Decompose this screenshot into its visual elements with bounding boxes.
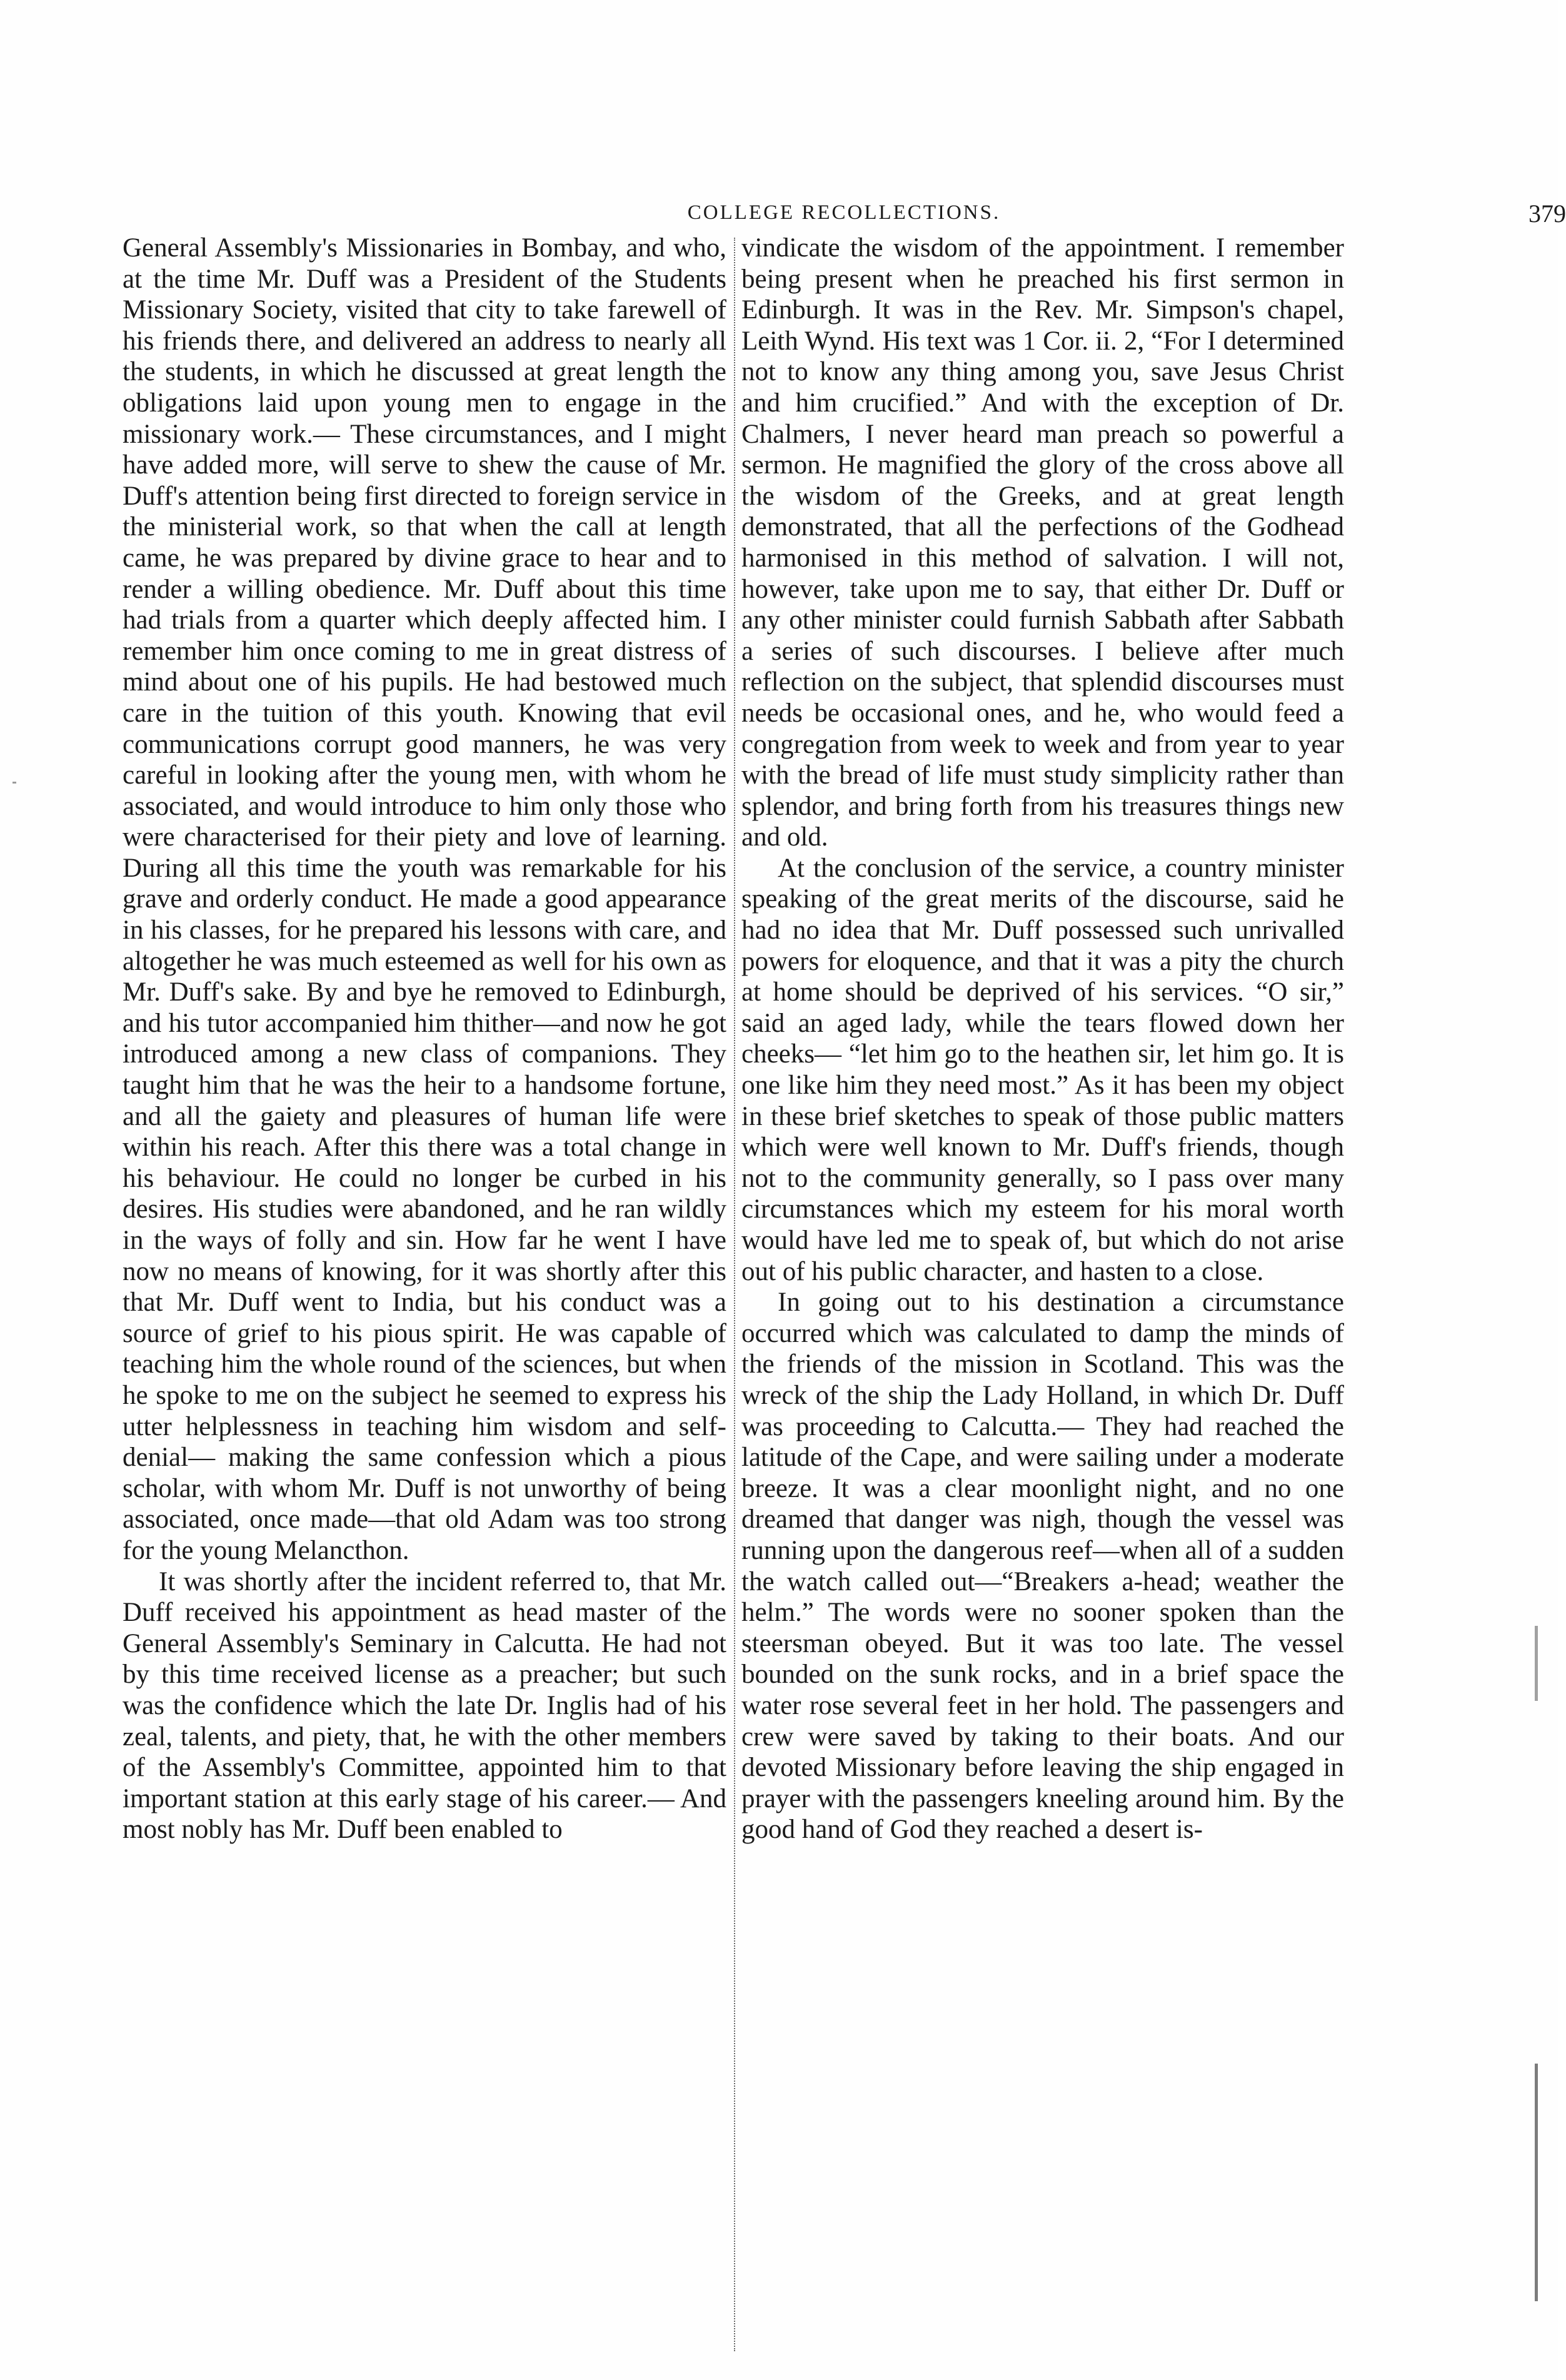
running-head (122, 199, 1566, 230)
right-paragraph-1: vindicate the wisdom of the appointment. I remember being present when he preached his first sermon in Edinburgh. It was in the Rev. Mr. Simpson's chapel, Leith Wynd. His text was 1 Cor. ii. 2, “For I determined not to know any thing among you, save Jesus Christ and him crucified.” And with the exception of Dr. Chalmers, I never heard man preach so powerful a sermon. He magnified the glory of the cross above all the wisdom of the Greeks, and at great length demonstrated, that all the perfections of the Godhead harmonised in this method of salvation. I will not, however, take upon me to say, that either Dr. Duff or any other minister could furnish Sabbath after Sabbath a series of such discourses. I believe after much reflection on the subject, that splendid discourses must needs be occasional ones, and he, who would feed a congregation from week to week and from year to year with the bread of life must study simplicity rather than splendor, and bring forth from his treasures things new and old. (741, 233, 1344, 852)
left-paragraph-2: It was shortly after the incident referred to, that Mr. Duff received his appointment as head master of the General Assembly's Seminary in Calcutta. He had not by this time received license as a preacher; but such was the confidence which the late Dr. Inglis had of his zeal, talents, and piety, that, he with the other members of the Assembly's Committee, appointed him to that important station at this early stage of his career.— And most nobly has Mr. Duff been enabled to (123, 1566, 726, 1845)
column-divider (734, 238, 735, 2351)
scan-edge-mark (1535, 1626, 1538, 1701)
running-title: COLLEGE RECOLLECTIONS. (687, 201, 1001, 224)
right-paragraph-2: At the conclusion of the service, a country minister speaking of the great merits of the discourse, said he had no idea that Mr. Duff possessed such unrivalled powers for eloquence, and that it was a pity the church at home should be deprived of his services. “O sir,” said an aged lady, while the tears flowed down her cheeks— “let him go to the heathen sir, let him go. It is one like him they need most.” As it has been my object in these brief sketches to speak of those public matters which were well known to Mr. Duff's friends, though not to the community generally, so I pass over many circumstances which my esteem for his moral worth would have led me to speak of, but which do not arise out of his public character, and hasten to a close. (741, 853, 1344, 1286)
right-column (741, 233, 1344, 2371)
scan-speck (13, 782, 16, 784)
left-column (123, 233, 726, 2371)
scan-edge-mark (1535, 2064, 1538, 2301)
page-number: 379 (1528, 199, 1566, 228)
right-paragraph-3: In going out to his destination a circumstance occurred which was calculated to damp the minds of the friends of the mission in Scotland. This was the wreck of the ship the Lady Holland, in which Dr. Duff was proceeding to Calcutta.— They had reached the latitude of the Cape, and were sailing under a moderate breeze. It was a clear moonlight night, and no one dreamed that danger was nigh, though the vessel was running upon the dangerous reef—when all of a sudden the watch called out—“Breakers a-head; weather the helm.” The words were no sooner spoken than the steersman obeyed. But it was too late. The vessel bounded on the sunk rocks, and in a brief space the water rose several feet in her hold. The passengers and crew were saved by taking to their boats. And our devoted Missionary before leaving the ship engaged in prayer with the passengers kneeling around him. By the good hand of God they reached a desert is- (741, 1288, 1344, 1845)
left-paragraph-1: General Assembly's Missionaries in Bombay, and who, at the time Mr. Duff was a President of the Students Missionary Society, visited that city to take farewell of his friends there, and delivered an address to nearly all the students, in which he discussed at great length the obligations laid upon young men to engage in the missionary work.— These circumstances, and I might have added more, will serve to shew the cause of Mr. Duff's attention being first directed to foreign service in the ministerial work, so that when the call at length came, he was prepared by divine grace to hear and to render a willing obedience. Mr. Duff about this time had trials from a quarter which deeply affected him. I remember him once coming to me in great distress of mind about one of his pupils. He had bestowed much care in the tuition of this youth. Knowing that evil communications corrupt good manners, he was very careful in looking after the young men, with whom he associated, and would introduce to him only those who were characterised for their piety and love of learning. During all this time the youth was remarkable for his grave and orderly conduct. He made a good appearance in his classes, for he prepared his lessons with care, and altogether he was much esteemed as well for his own as Mr. Duff's sake. By and bye he removed to Edinburgh, and his tutor accompanied him thither—and now he got introduced among a new class of companions. They taught him that he was the heir to a handsome fortune, and all the gaiety and pleasures of human life were within his reach. After this there was a total change in his behaviour. He could no longer be curbed in his desires. His studies were abandoned, and he ran wildly in the ways of folly and sin. How far he went I have now no means of knowing, for it was shortly after this that Mr. Duff went to India, but his conduct was a source of grief to his pious spirit. He was capable of teaching him the whole round of the sciences, but when he spoke to me on the subject he seemed to express his utter helplessness in teaching him wisdom and self-denial— making the same confession which a pious scholar, with whom Mr. Duff is not unworthy of being associated, once made—that old Adam was too strong for the young Melancthon. (123, 233, 726, 1565)
